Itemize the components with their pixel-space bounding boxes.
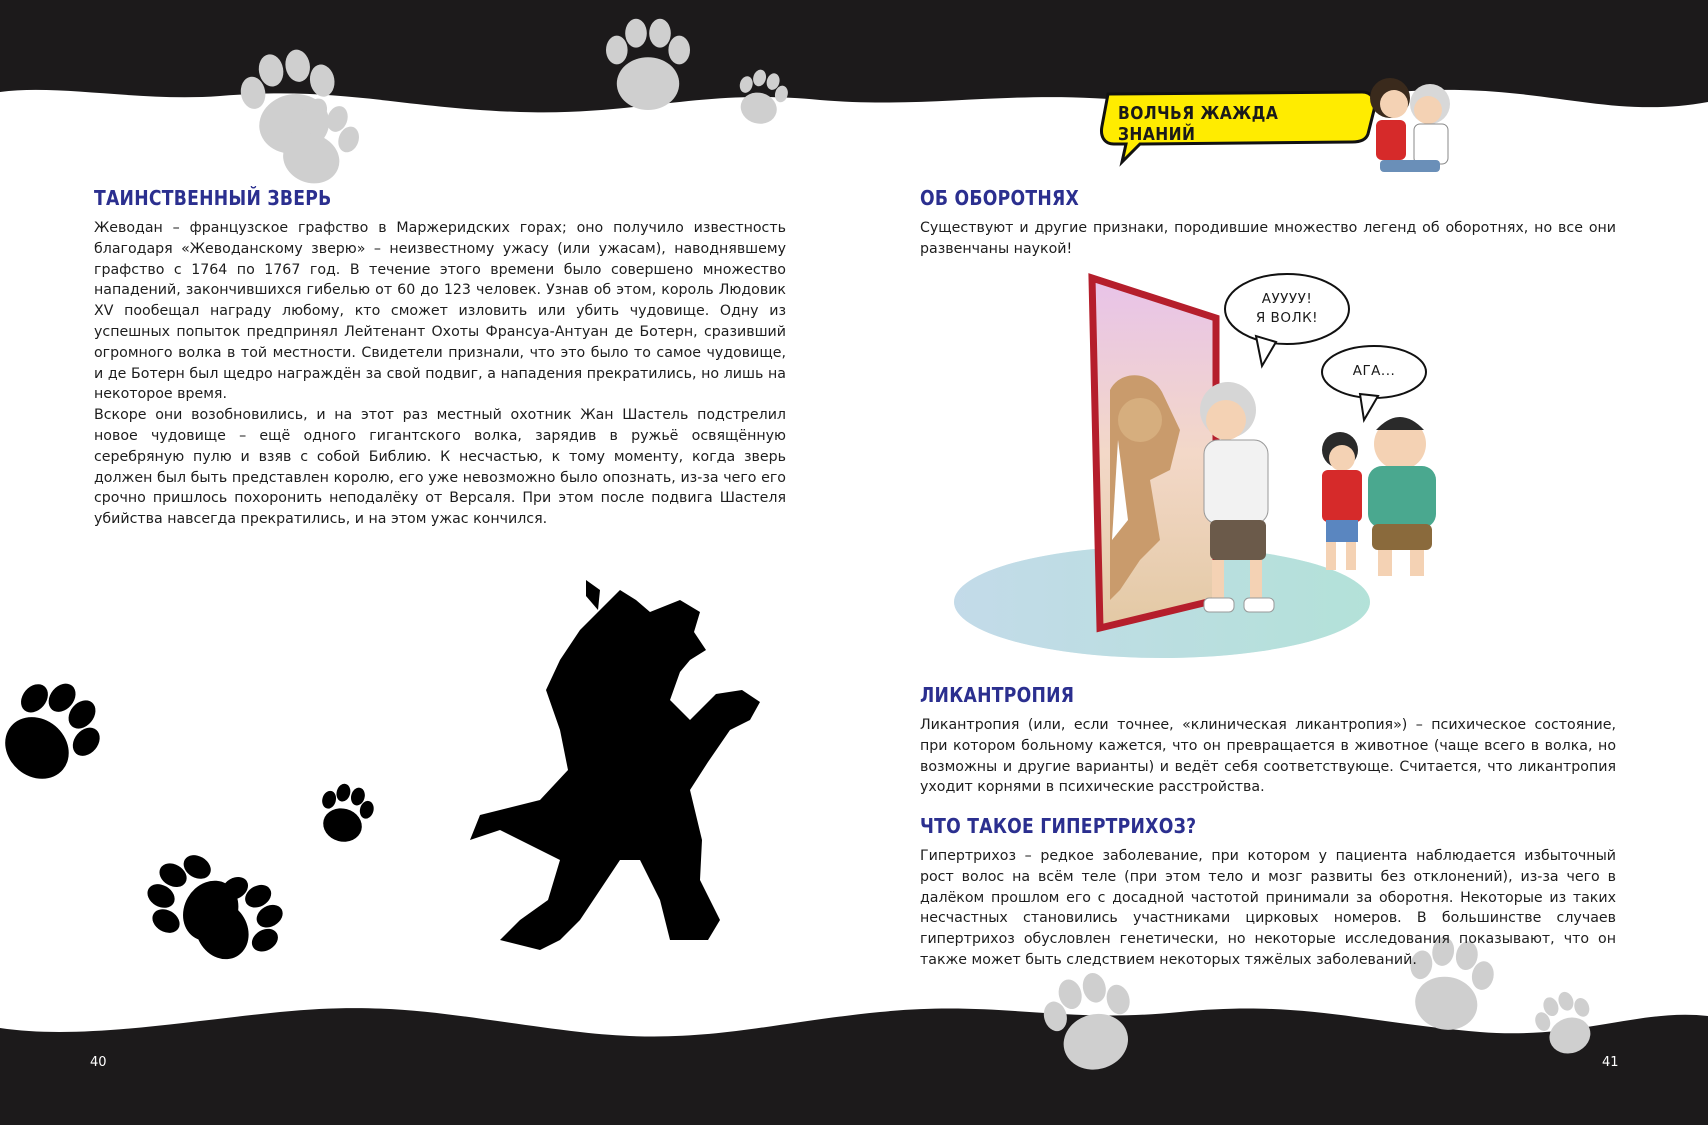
page-number-right: 41 (1602, 1055, 1619, 1070)
speech-bubble-1 (1232, 290, 1342, 328)
heading-lycanthropy: ЛИКАНТРОПИЯ (920, 683, 1075, 707)
paragraph: Существуют и другие признаки, породившие множество легенд об оборотнях, но все они развенчаны наукой! (920, 220, 1616, 257)
paragraph: Жеводан – французское графство в Маржеридских горах; оно получило известность благодаря «Жеводанскому зверю» – неизвестному ужасу (или ужасам), наводнявшему графство с 1764 по 1767 год. В течение этого времени было совершено множество нападений, закончившихся гибелью от 60 до 123 человек. Узнав об этом, король Людовик XV пообещал награду любому, кто сможет изловить или убить чудовище. Одну из успешных попыток предпринял Лейтенант Охоты Франсуа-Антуан де Ботерн, сразивший огромного волка в той местности. Свидетели признали, что это было то самое чудовище, и де Ботерн был щедро награждён за свой подвиг, а нападения прекратились, но лишь на некоторое время. (94, 220, 786, 403)
paw-print-icon (180, 864, 296, 977)
heading-werewolves: ОБ ОБОРОТНЯХ (920, 186, 1080, 210)
speech-bubble-2: АГА... (1352, 363, 1396, 379)
paw-print-icon (313, 779, 378, 848)
banner-label: ВОЛЧЬЯ ЖАЖДА ЗНАНИЙ (1118, 103, 1279, 145)
page-number-left: 40 (90, 1055, 107, 1070)
section-lycanthropy (920, 683, 1616, 798)
paragraph: Гипертрихоз – редкое заболевание, при котором у пациента наблюдается избыточный рост волос на всём теле (при этом тело и мозг развиты без отклонений), из-за чего в далёком прошлом его с досадной частотой принимали за оборотня. Некоторые из таких несчастных становились участниками цирковых номеров. В большинстве случаев гипертрихоз обусловлен генетически, но некоторые исследования показывают, что он также может быть следствием некоторых тяжёлых заболеваний. (920, 848, 1616, 968)
paw-print-icon (0, 665, 117, 799)
section-hypertrichosis (920, 814, 1616, 971)
comic-illustration (954, 274, 1436, 658)
heading-mysterious-beast: ТАИНСТВЕННЫЙ ЗВЕРЬ (94, 186, 332, 210)
paragraph: Ликантропия (или, если точнее, «клиническая ликантропия») – психическое состояние, при котором больному кажется, что он превращается в животное (чаще всего в волка, но возможны и другие варианты) и ведёт себя соответствующе. Считается, что ликантропия уходит корнями в психические расстройства. (920, 717, 1616, 796)
bubble-line: Я ВОЛК! (1255, 310, 1319, 326)
bubble-line: АУУУУ! (1261, 291, 1313, 307)
section-werewolves (920, 186, 1616, 260)
left-column (94, 186, 786, 530)
werewolf-silhouette (470, 580, 760, 950)
chibi-characters (1370, 78, 1450, 172)
heading-hypertrichosis: ЧТО ТАКОЕ ГИПЕРТРИХОЗ? (920, 814, 1197, 838)
paragraph: Вскоре они возобновились, и на этот раз местный охотник Жан Шастель подстрелил новое чудовище – ещё одного гигантского волка, зарядив в ружьё освящённую серебряную пулю и взяв с собой Библию. К несчастью, к тому моменту, когда зверь должен был быть представлен королю, его уже невозможно было опознать, из-за чего его срочно пришлось похоронить неподалёку от Версаля. При этом после подвига Шастеля убийства навсегда прекратились, и на этом ужас кончился. (94, 407, 786, 528)
